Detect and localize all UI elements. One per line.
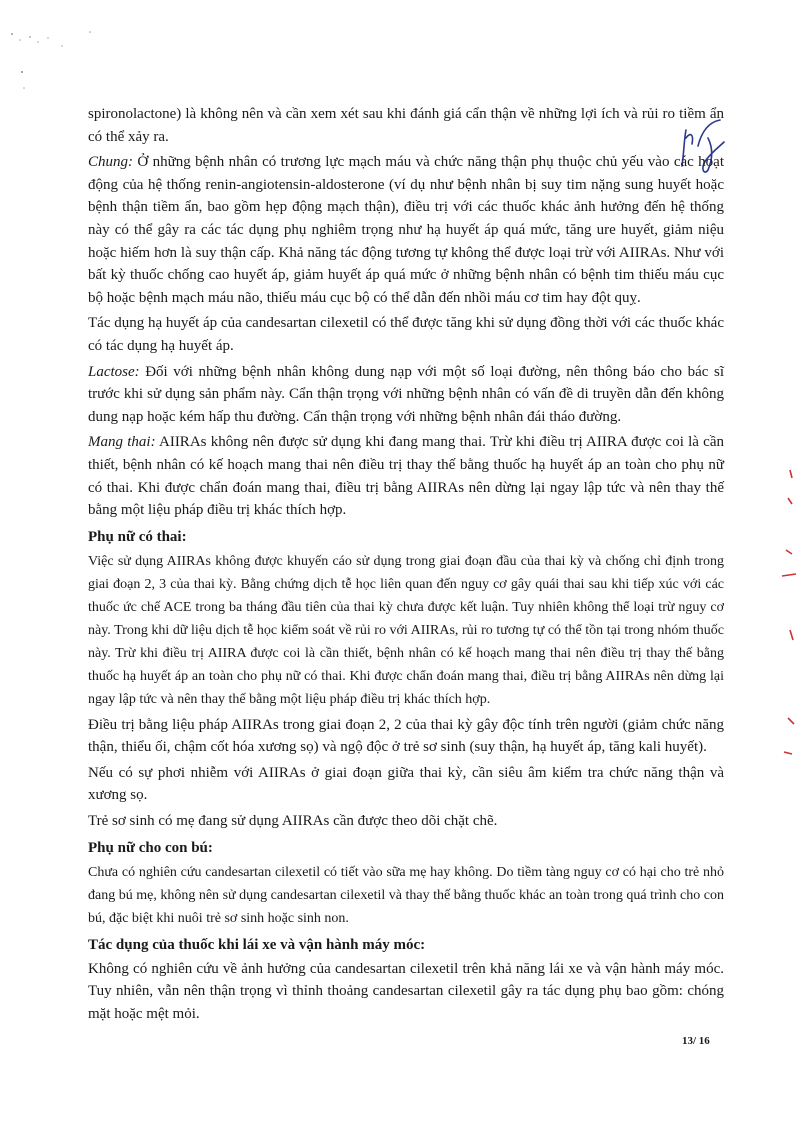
paragraph-pregnancy-4: Trẻ sơ sinh có mẹ đang sử dụng AIIRAs cần được theo dõi chặt chẽ.: [88, 813, 498, 830]
paragraph-pregnancy-3: Nếu có sự phơi nhiễm với AIIRAs ở giai đoạn giữa thai kỳ, cần siêu âm kiểm tra chức năng thận và xương sọ.: [88, 764, 724, 804]
scan-specks: [0, 0, 120, 100]
paragraph-pregnancy-warning: [88, 431, 724, 521]
general-text: Ở những bệnh nhân có trương lực mạch máu và chức năng thận phụ thuộc chủ yếu vào các hoạt động của hệ thống renin-angiotensin-aldosterone (ví dụ như bệnh nhân bị suy tim nặng sung huyết hoặc bệnh thận tiềm ẩn, bao gồm hẹp động mạch thận), điều trị với các thuốc khác ảnh hưởng đến hệ thống này có thể gây ra các tác dụng phụ nghiêm trọng như hạ huyết áp quá mức, tăng ure huyết, giảm niệu hoặc hiếm hơn là suy thận cấp. Khả năng tác động tương tự không thể được loại trừ với AIIRAs. Như với bất kỳ thuốc chống cao huyết áp, giảm huyết áp quá mức ở những bệnh nhân có bệnh tim thiếu máu cục bộ hoặc bệnh mạch máu não, thiếu máu cục bộ có thể dẫn đến nhồi máu cơ tim hay đột quỵ.: [88, 154, 724, 306]
paragraph-pregnancy-1: Việc sử dụng AIIRAs không được khuyến cáo sử dụng trong giai đoạn đầu của thai kỳ và chống chỉ định trong giai đoạn 2, 3 của thai kỳ. Bằng chứng dịch tễ học liên quan đến nguy cơ gây quái thai sau khi tiếp xúc với các thuốc ức chế ACE trong ba tháng đầu tiên của thai kỳ chưa được kết luận. Tuy nhiên không thể loại trừ nguy cơ này. Trong khi dữ liệu dịch tễ học kiểm soát về rủi ro với AIIRAs, rủi ro tương tự có thể tồn tại trong nhóm thuốc này. Trừ khi điều trị AIIRA được coi là cần thiết, bệnh nhân có kế hoạch mang thai nên điều trị thay thế bằng thuốc hạ huyết áp an toàn cho phụ nữ có thai. Khi được chẩn đoán mang thai, điều trị bằng AIIRAs nên dừng lại ngay lập tức và nên thay thế bằng một liệu pháp điều trị khác thích hợp.: [88, 553, 724, 707]
paragraph-lactose: [88, 361, 724, 429]
paragraph-lactation: Chưa có nghiên cứu candesartan cilexetil có tiết vào sữa mẹ hay không. Do tiềm tàng nguy cơ có hại cho trẻ nhỏ đang bú mẹ, không nên sử dụng candesartan cilexetil và thay thế bằng thuốc khác an toàn trong quá trình cho con bú, đặc biệt khi nuôi trẻ sơ sinh hoặc sinh non.: [88, 864, 724, 926]
heading-pregnancy: Phụ nữ có thai:: [88, 528, 187, 545]
paragraph-hypotension: Tác dụng hạ huyết áp của candesartan cilexetil có thể được tăng khi sử dụng đồng thời với các thuốc khác có tác dụng hạ huyết áp.: [88, 315, 724, 354]
paragraph-general: [88, 151, 724, 309]
paragraph-pregnancy-2: Điều trị bằng liệu pháp AIIRAs trong giai đoạn 2, 2 của thai kỳ gây độc tính trên người (giảm chức năng thận, thiểu ối, chậm cốt hóa xương sọ) và ngộ độc ở trẻ sơ sinh (suy thận, hạ huyết áp, tăng kali huyết).: [88, 716, 724, 756]
page-number: 13/ 16: [682, 1035, 710, 1047]
document-body: [88, 103, 724, 1028]
term-pregnancy: Mang thai:: [88, 434, 156, 451]
paragraph-intro: spironolactone) là không nên và cần xem xét sau khi đánh giá cẩn thận về những lợi ích và rủi ro tiềm ẩn có thể xảy ra.: [88, 106, 724, 145]
term-lactose: Lactose:: [88, 363, 140, 380]
pregnancy-warning-text: AIIRAs không nên được sử dụng khi đang mang thai. Trừ khi điều trị AIIRA được coi là cần thiết, bệnh nhân có kế hoạch mang thai nên điều trị thay thế bằng thuốc hạ huyết áp an toàn cho phụ nữ có thai. Khi được chẩn đoán mang thai, điều trị bằng AIIRAs nên dừng lại ngay lập tức và nên thay thế bằng một liệu pháp điều trị khác thích hợp.: [88, 434, 725, 519]
lactose-text: Đối với những bệnh nhân không dung nạp với một số loại đường, nên thông báo cho bác sĩ trước khi sử dụng sản phẩm này. Cẩn thận trọng với những bệnh nhân có vấn đề di truyền dẫn đến không dung nạp hoặc kém hấp thu đường. Cẩn thận trọng với những bệnh nhân đái tháo đường.: [88, 363, 724, 425]
heading-driving: Tác dụng của thuốc khi lái xe và vận hành máy móc:: [88, 936, 426, 953]
edge-marks: [760, 450, 800, 780]
term-general: Chung:: [88, 154, 133, 171]
heading-lactation: Phụ nữ cho con bú:: [88, 839, 213, 856]
paragraph-driving: Không có nghiên cứu về ảnh hưởng của candesartan cilexetil trên khả năng lái xe và vận hành máy móc. Tuy nhiên, vẫn nên thận trọng vì thỉnh thoảng candesartan cilexetil gây ra tác dụng phụ bao gồm: chóng mặt hoặc mệt mỏi.: [88, 960, 724, 1022]
